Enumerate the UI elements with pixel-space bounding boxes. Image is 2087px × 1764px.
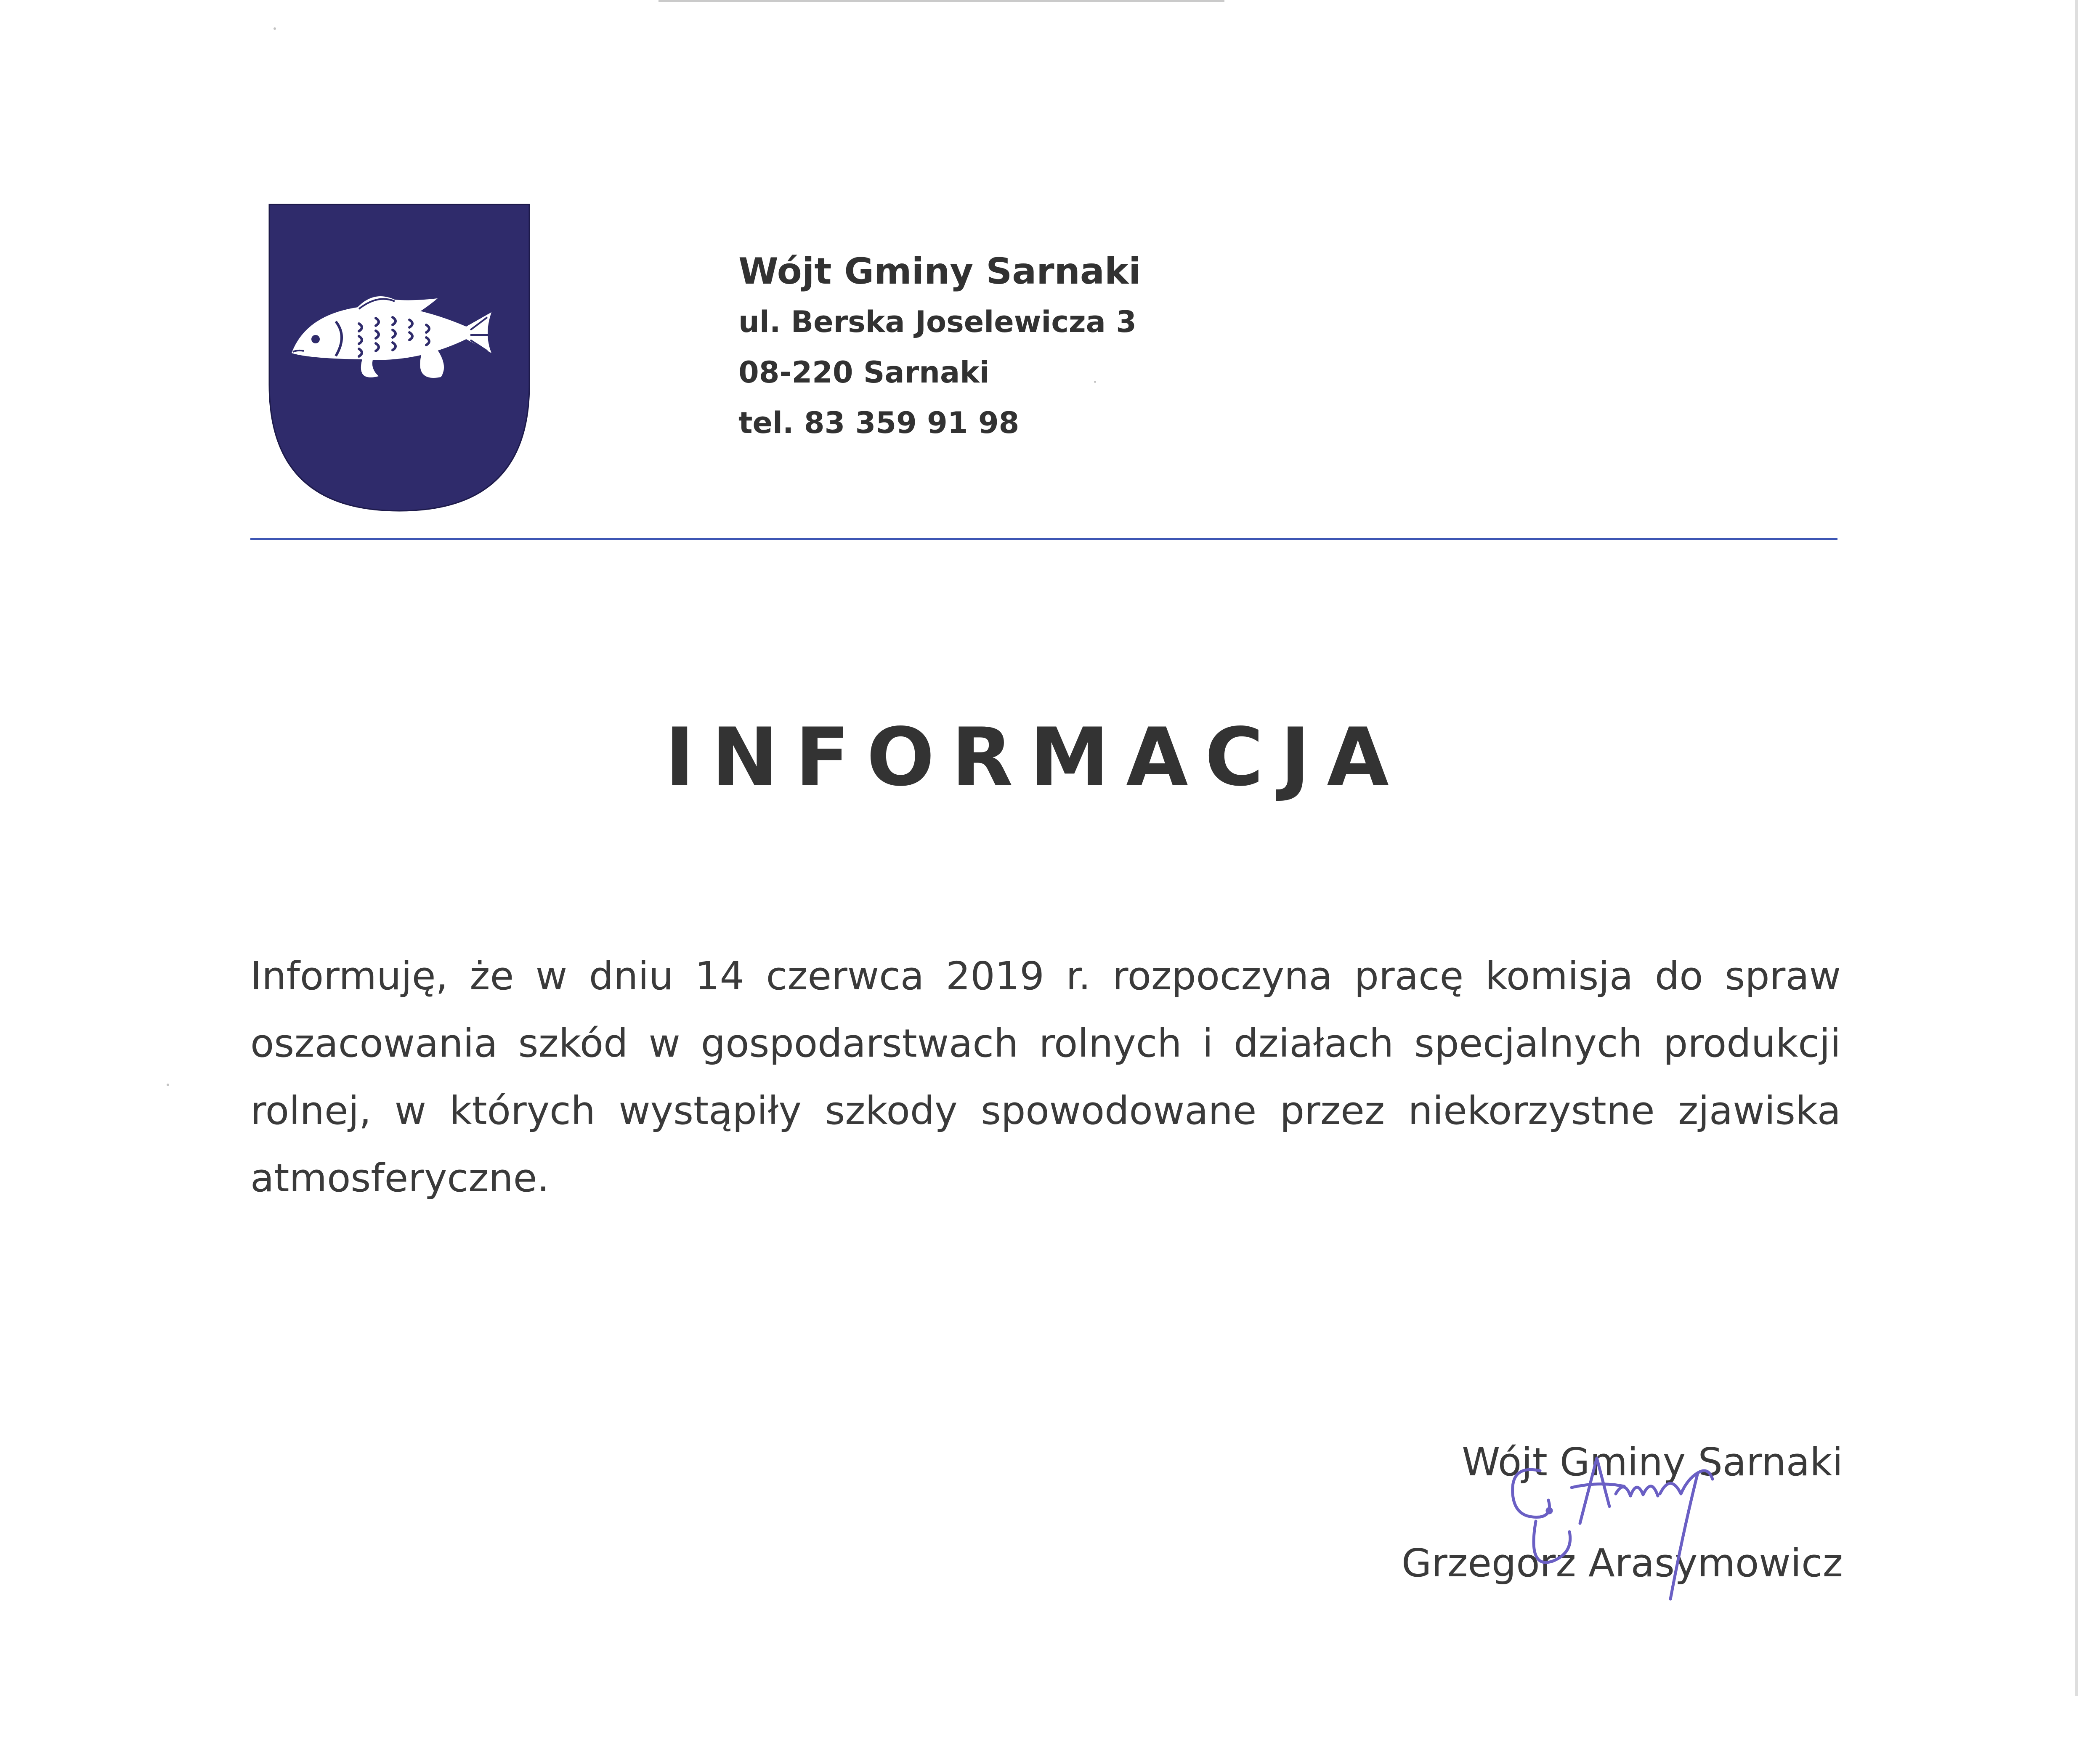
handwritten-signature-icon	[1490, 1448, 1792, 1612]
document-title: INFORMACJA	[665, 711, 1406, 804]
body-line: oszacowania szkód w gospodarstwach rolnych i działach specjalnych produkcji	[250, 1021, 1841, 1066]
body-line: atmosferyczne.	[250, 1156, 550, 1201]
scan-right-edge	[2075, 0, 2078, 1696]
sender-name: Wójt Gminy Sarnaki	[738, 250, 1141, 292]
announcement-body	[250, 943, 1841, 1212]
sender-street: ul. Berska Joselewicza 3	[738, 305, 1136, 339]
sender-postal: 08-220 Sarnaki	[738, 355, 990, 390]
header-divider	[250, 538, 1837, 540]
body-line: rolnej, w których wystąpiły szkody spowodowane przez niekorzystne zjawiska	[250, 1088, 1841, 1133]
body-line: Informuję, że w dniu 14 czerwca 2019 r. rozpoczyna pracę komisja do spraw	[250, 954, 1841, 999]
scan-speck	[167, 1084, 169, 1086]
sender-phone: tel. 83 359 91 98	[738, 406, 1020, 440]
signatory-role: Wójt Gminy Sarnaki	[1462, 1440, 1843, 1485]
scan-top-edge	[658, 0, 1224, 2]
fish-coat-of-arms-icon	[268, 204, 530, 512]
scan-speck	[273, 27, 276, 30]
signatory-name: Grzegorz Arasymowicz	[1401, 1541, 1843, 1586]
sender-header	[738, 246, 1412, 448]
